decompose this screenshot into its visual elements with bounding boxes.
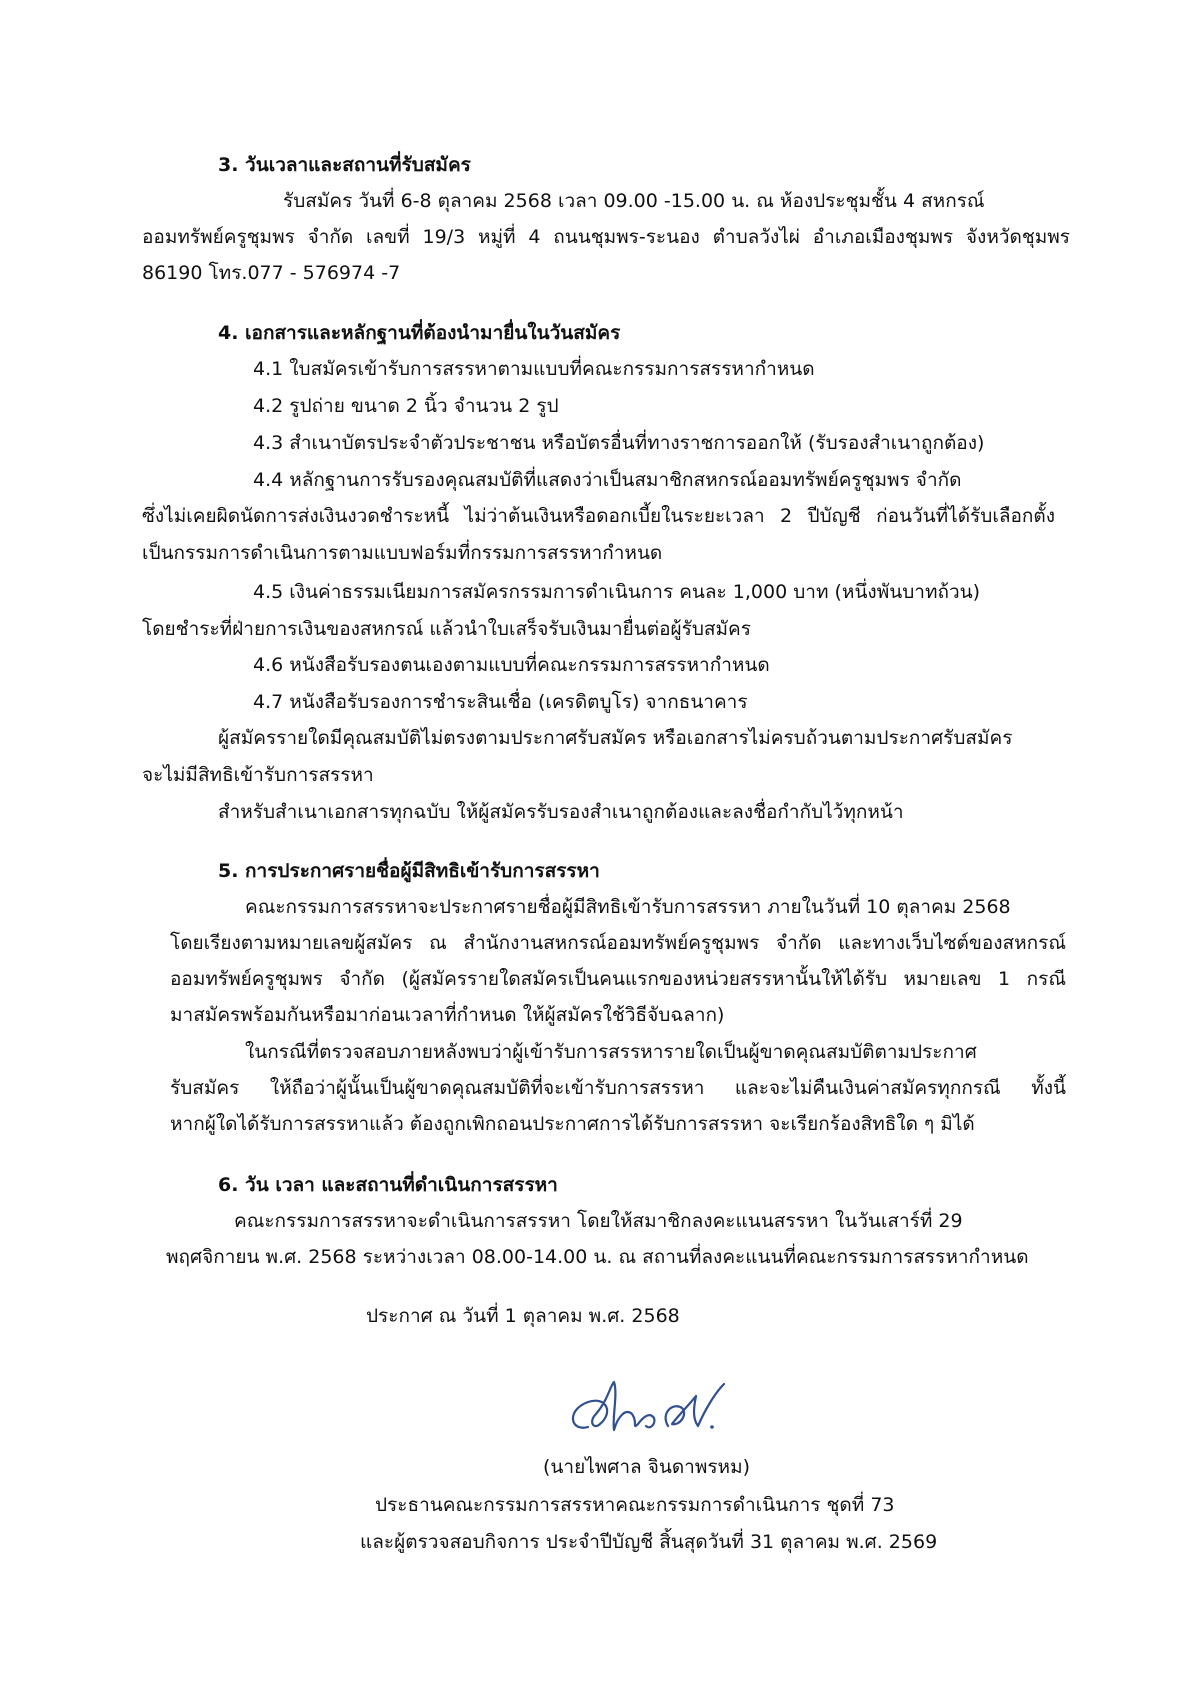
section-4-heading: 4. เอกสารและหลักฐานที่ต้องนำมายื่นในวันสมัคร [218,322,621,344]
section-4-item-4-4-cont-2: เป็นกรรมการดำเนินการตามแบบฟอร์มที่กรรมการสรรหากำหนด [142,542,663,564]
section-4-item-4-5-cont: โดยชำระที่ฝ่ายการเงินของสหกรณ์ แล้วนำใบเสร็จรับเงินมายื่นต่อผู้รับสมัคร [142,618,751,640]
section-4-note-2: สำหรับสำเนาเอกสารทุกฉบับ ให้ผู้สมัครรับรองสำเนาถูกต้องและลงชื่อกำกับไว้ทุกหน้า [218,801,904,823]
section-4-item-4-3: 4.3 สำเนาบัตรประจำตัวประชาชน หรือบัตรอื่นที่ทางราชการออกให้ (รับรองสำเนาถูกต้อง) [253,432,985,454]
section-4-item-4-1: 4.1 ใบสมัครเข้ารับการสรรหาตามแบบที่คณะกรรมการสรรหากำหนด [253,358,815,380]
section-4-item-4-4: 4.4 หลักฐานการรับรองคุณสมบัติที่แสดงว่าเป็นสมาชิกสหกรณ์ออมทรัพย์ครูชุมพร จำกัด [253,469,962,491]
section-3-line-1: รับสมัคร วันที่ 6-8 ตุลาคม 2568 เวลา 09.00 -15.00 น. ณ ห้องประชุมชั้น 4 สหกรณ์ [283,190,985,212]
section-6-heading: 6. วัน เวลา และสถานที่ดำเนินการสรรหา [218,1174,558,1196]
section-5-p1-line-1: คณะกรรมการสรรหาจะประกาศรายชื่อผู้มีสิทธิเข้ารับการสรรหา ภายในวันที่ 10 ตุลาคม 2568 [245,896,1011,918]
section-4-item-4-6: 4.6 หนังสือรับรองตนเองตามแบบที่คณะกรรมการสรรหากำหนด [253,654,770,676]
section-5-heading: 5. การประกาศรายชื่อผู้มีสิทธิเข้ารับการสรรหา [218,860,600,882]
section-4-note-1-cont: จะไม่มีสิทธิเข้ารับการสรรหา [142,764,374,786]
section-4-item-4-2: 4.2 รูปถ่าย ขนาด 2 นิ้ว จำนวน 2 รูป [253,395,559,417]
section-4-note-1: ผู้สมัครรายใดมีคุณสมบัติไม่ตรงตามประกาศรับสมัคร หรือเอกสารไม่ครบถ้วนตามประกาศรับสมัคร [218,727,1013,749]
section-3-line-2: ออมทรัพย์ครูชุมพร จำกัด เลขที่ 19/3 หมู่ที่ 4 ถนนชุมพร-ระนอง ตำบลวังไผ่ อำเภอเมืองชุมพร จังหวัดชุมพร [142,226,1070,248]
section-5-p1-line-2: โดยเรียงตามหมายเลขผู้สมัคร ณ สำนักงานสหกรณ์ออมทรัพย์ครูชุมพร จำกัด และทางเว็บไซต์ของสหกรณ์ [170,932,1066,954]
section-5-p1-line-4: มาสมัครพร้อมกันหรือมาก่อนเวลาที่กำหนด ให้ผู้สมัครใช้วิธีจับฉลาก) [170,1004,725,1026]
signer-title-2: และผู้ตรวจสอบกิจการ ประจำปีบัญชี สิ้นสุดวันที่ 31 ตุลาคม พ.ศ. 2569 [360,1531,938,1553]
section-3-heading: 3. วันเวลาและสถานที่รับสมัคร [218,154,471,176]
section-4-item-4-5: 4.5 เงินค่าธรรมเนียมการสมัครกรรมการดำเนินการ คนละ 1,000 บาท (หนึ่งพันบาทถ้วน) [253,581,981,603]
section-5-p1-line-3: ออมทรัพย์ครูชุมพร จำกัด (ผู้สมัครรายใดสมัครเป็นคนแรกของหน่วยสรรหานั้นให้ได้รับ หมายเลข 1 กรณี [170,968,1066,990]
section-5-p2-line-2: รับสมัคร ให้ถือว่าผู้นั้นเป็นผู้ขาดคุณสมบัติที่จะเข้ารับการสรรหา และจะไม่คืนเงินค่าสมัครทุกกรณี ทั้งนี้ [170,1077,1066,1099]
section-5-p2-line-3: หากผู้ใดได้รับการสรรหาแล้ว ต้องถูกเพิกถอนประกาศการได้รับการสรรหา จะเรียกร้องสิทธิใด ๆ มิได้ [170,1113,975,1135]
section-4-item-4-4-cont-1: ซึ่งไม่เคยผิดนัดการส่งเงินงวดชำระหนี้ ไม่ว่าต้นเงินหรือดอกเบี้ยในระยะเวลา 2 ปีบัญชี ก่อนวันที่ได้รับเลือกตั้ง [142,505,1055,527]
section-3-line-3: 86190 โทร.077 - 576974 -7 [142,262,401,284]
section-6-line-2: พฤศจิกายน พ.ศ. 2568 ระหว่างเวลา 08.00-14.00 น. ณ สถานที่ลงคะแนนที่คณะกรรมการสรรหากำหนด [166,1246,1029,1268]
section-4-item-4-7: 4.7 หนังสือรับรองการชำระสินเชื่อ (เครดิตบูโร) จากธนาคาร [253,691,748,713]
section-6-line-1: คณะกรรมการสรรหาจะดำเนินการสรรหา โดยให้สมาชิกลงคะแนนสรรหา ในวันเสาร์ที่ 29 [234,1210,963,1232]
signer-name: (นายไพศาล จินดาพรหม) [543,1456,751,1478]
section-5-p2-line-1: ในกรณีที่ตรวจสอบภายหลังพบว่าผู้เข้ารับการสรรหารายใดเป็นผู้ขาดคุณสมบัติตามประกาศ [245,1041,977,1063]
announcement-date: ประกาศ ณ วันที่ 1 ตุลาคม พ.ศ. 2568 [366,1305,680,1327]
signature-image [548,1372,748,1452]
signer-title-1: ประธานคณะกรรมการสรรหาคณะกรรมการดำเนินการ ชุดที่ 73 [375,1494,895,1516]
